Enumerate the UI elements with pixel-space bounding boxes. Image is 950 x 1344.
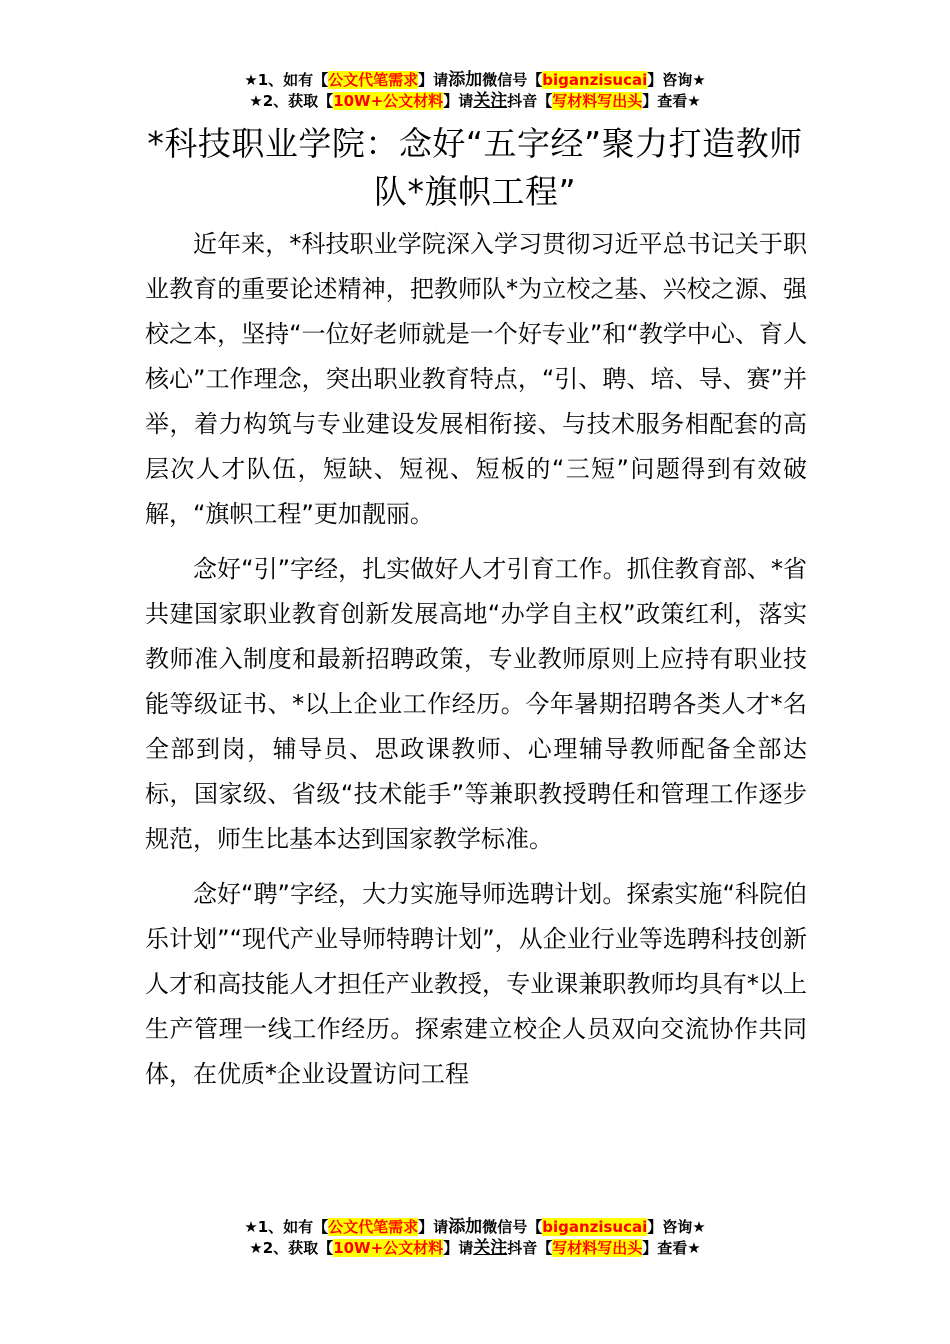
promo-wechat-id: biganzisucai	[542, 1218, 648, 1236]
promo-text: 微信号【	[482, 1218, 543, 1236]
promo-text: 抖音【	[507, 1239, 553, 1257]
promo-text: 添加	[448, 70, 483, 90]
promo-text: 添加	[448, 1217, 483, 1237]
promo-text: 关注	[473, 91, 508, 111]
paragraph: 近年来，*科技职业学院深入学习贯彻习近平总书记关于职业教育的重要论述精神，把教师队*为立校之基、兴校之源、强校之本，坚持“一位好老师就是一个好专业”和“教学中心、育人核心”工作理念，突出职业教育特点，“引、聘、培、导、赛”并举，着力构筑与专业建设发展相衔接、与技术服务相配套的高层次人才队伍，短缺、短视、短板的“三短”问题得到有效破解，“旗帜工程”更加靓丽。	[145, 230, 807, 528]
promo-text: 】查看★	[642, 1239, 701, 1257]
promo-text: 】请	[418, 1218, 449, 1236]
promo-text: 】咨询★	[647, 1218, 706, 1236]
promo-text: 】请	[443, 92, 474, 110]
promo-text: ★1、如有【	[244, 1218, 329, 1236]
promo-text: 微信号【	[482, 71, 543, 89]
promo-text: ★2、获取【	[249, 1239, 334, 1257]
promo-banner-top	[0, 70, 950, 112]
paragraph: 念好“聘”字经，大力实施导师选聘计划。探索实施“科院伯乐计划”“现代产业导师特聘计划”，从企业行业等选聘科技创新人才和高技能人才担任产业教授，专业课兼职教师均具有*以上生产管理一线工作经历。探索建立校企人员双向交流协作共同体，在优质*企业设置访问工程	[145, 880, 807, 1088]
promo-text: 】咨询★	[647, 71, 706, 89]
promo-highlight: 公文代笔需求	[328, 71, 419, 89]
promo-line-1	[0, 70, 950, 91]
paragraph: 念好“引”字经，扎实做好人才引育工作。抓住教育部、*省共建国家职业教育创新发展高地“办学自主权”政策红利，落实教师准入制度和最新招聘政策，专业教师原则上应持有职业技能等级证书、*以上企业工作经历。今年暑期招聘各类人才*名全部到岗，辅导员、思政课教师、心理辅导教师配备全部达标，国家级、省级“技术能手”等兼职教授聘任和管理工作逐步规范，师生比基本达到国家教学标准。	[145, 555, 807, 853]
promo-wechat-id: biganzisucai	[542, 71, 648, 89]
promo-text: ★1、如有【	[244, 71, 329, 89]
promo-text: 关注	[473, 1238, 508, 1258]
promo-text: ★2、获取【	[249, 92, 334, 110]
promo-highlight: 10W+公文材料	[333, 1239, 444, 1257]
document-title: *科技职业学院：念好“五字经”聚力打造教师队*旗帜工程”	[147, 124, 803, 211]
promo-text: 】请	[443, 1239, 474, 1257]
promo-text: 】请	[418, 71, 449, 89]
promo-text: 抖音【	[507, 92, 553, 110]
promo-banner-bottom	[0, 1217, 950, 1259]
promo-line-2	[0, 1238, 950, 1259]
promo-text: 】查看★	[642, 92, 701, 110]
promo-highlight: 公文代笔需求	[328, 1218, 419, 1236]
promo-highlight: 10W+公文材料	[333, 92, 444, 110]
document-body	[145, 222, 807, 1107]
promo-line-2	[0, 91, 950, 112]
promo-line-1	[0, 1217, 950, 1238]
promo-highlight: 写材料写出头	[552, 92, 643, 110]
promo-highlight: 写材料写出头	[552, 1239, 643, 1257]
